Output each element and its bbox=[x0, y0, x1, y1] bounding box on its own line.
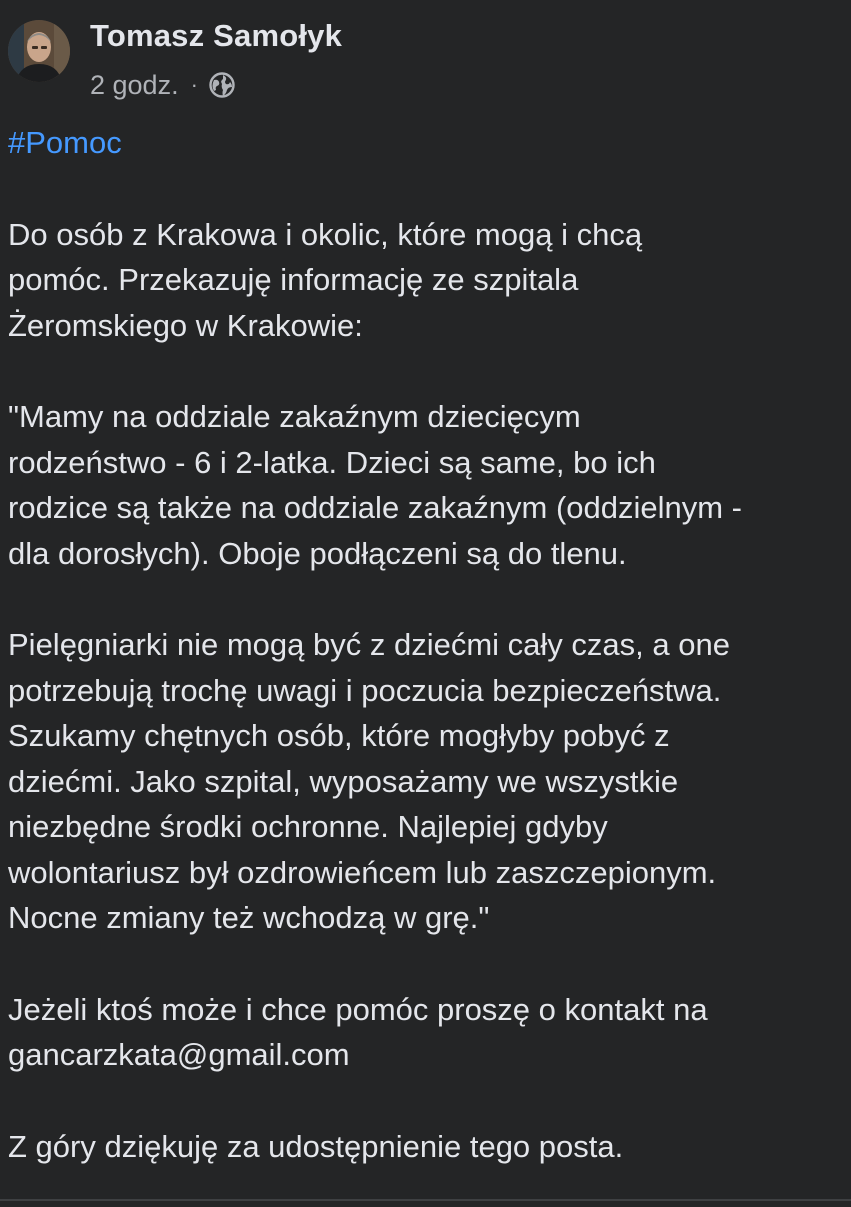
author-avatar[interactable] bbox=[8, 20, 70, 82]
post-timestamp[interactable]: 2 godz. bbox=[90, 69, 179, 100]
hashtag-link[interactable]: #Pomoc bbox=[8, 125, 122, 160]
hashtag-paragraph bbox=[8, 120, 843, 166]
post-meta bbox=[90, 66, 236, 104]
avatar-photo-icon bbox=[8, 20, 70, 82]
post-paragraph: Jeżeli ktoś może i chce pomóc proszę o kontakt na gancarzkata@gmail.com bbox=[8, 991, 708, 1072]
post-body bbox=[8, 120, 843, 1207]
post-paragraph: Do osób z Krakowa i okolic, które mogą i chcą pomóc. Przekazuję informację ze szpitala Żeromskiego w Krakowie: bbox=[8, 216, 643, 343]
post-paragraph: "Mamy na oddziale zakaźnym dziecięcym rodzeństwo - 6 i 2-latka. Dzieci są same, bo ich rodzice są także na oddziale zakaźnym (oddzielnym - dla dorosłych). Oboje podłączeni są do tlenu. bbox=[8, 399, 743, 571]
globe-icon[interactable] bbox=[208, 71, 236, 99]
post-header bbox=[0, 0, 851, 110]
post-paragraph: Z góry dziękuję za udostępnienie tego posta. bbox=[8, 1128, 624, 1164]
meta-separator: · bbox=[190, 72, 198, 97]
author-name[interactable]: Tomasz Samołyk bbox=[90, 18, 343, 53]
post-divider bbox=[0, 1199, 851, 1201]
post-paragraph: Pielęgniarki nie mogą być z dziećmi cały czas, a one potrzebują trochę uwagi i poczucia bezpieczeństwa. Szukamy chętnych osób, które mogłyby pobyć z dziećmi. Jako szpital, wyposażamy we wszystkie niezbędne środki ochronne. Najlepiej gdyby wolontariusz był ozdrowieńcem lub zaszczepionym. Nocne zmiany też wchodzą w grę." bbox=[8, 627, 730, 935]
